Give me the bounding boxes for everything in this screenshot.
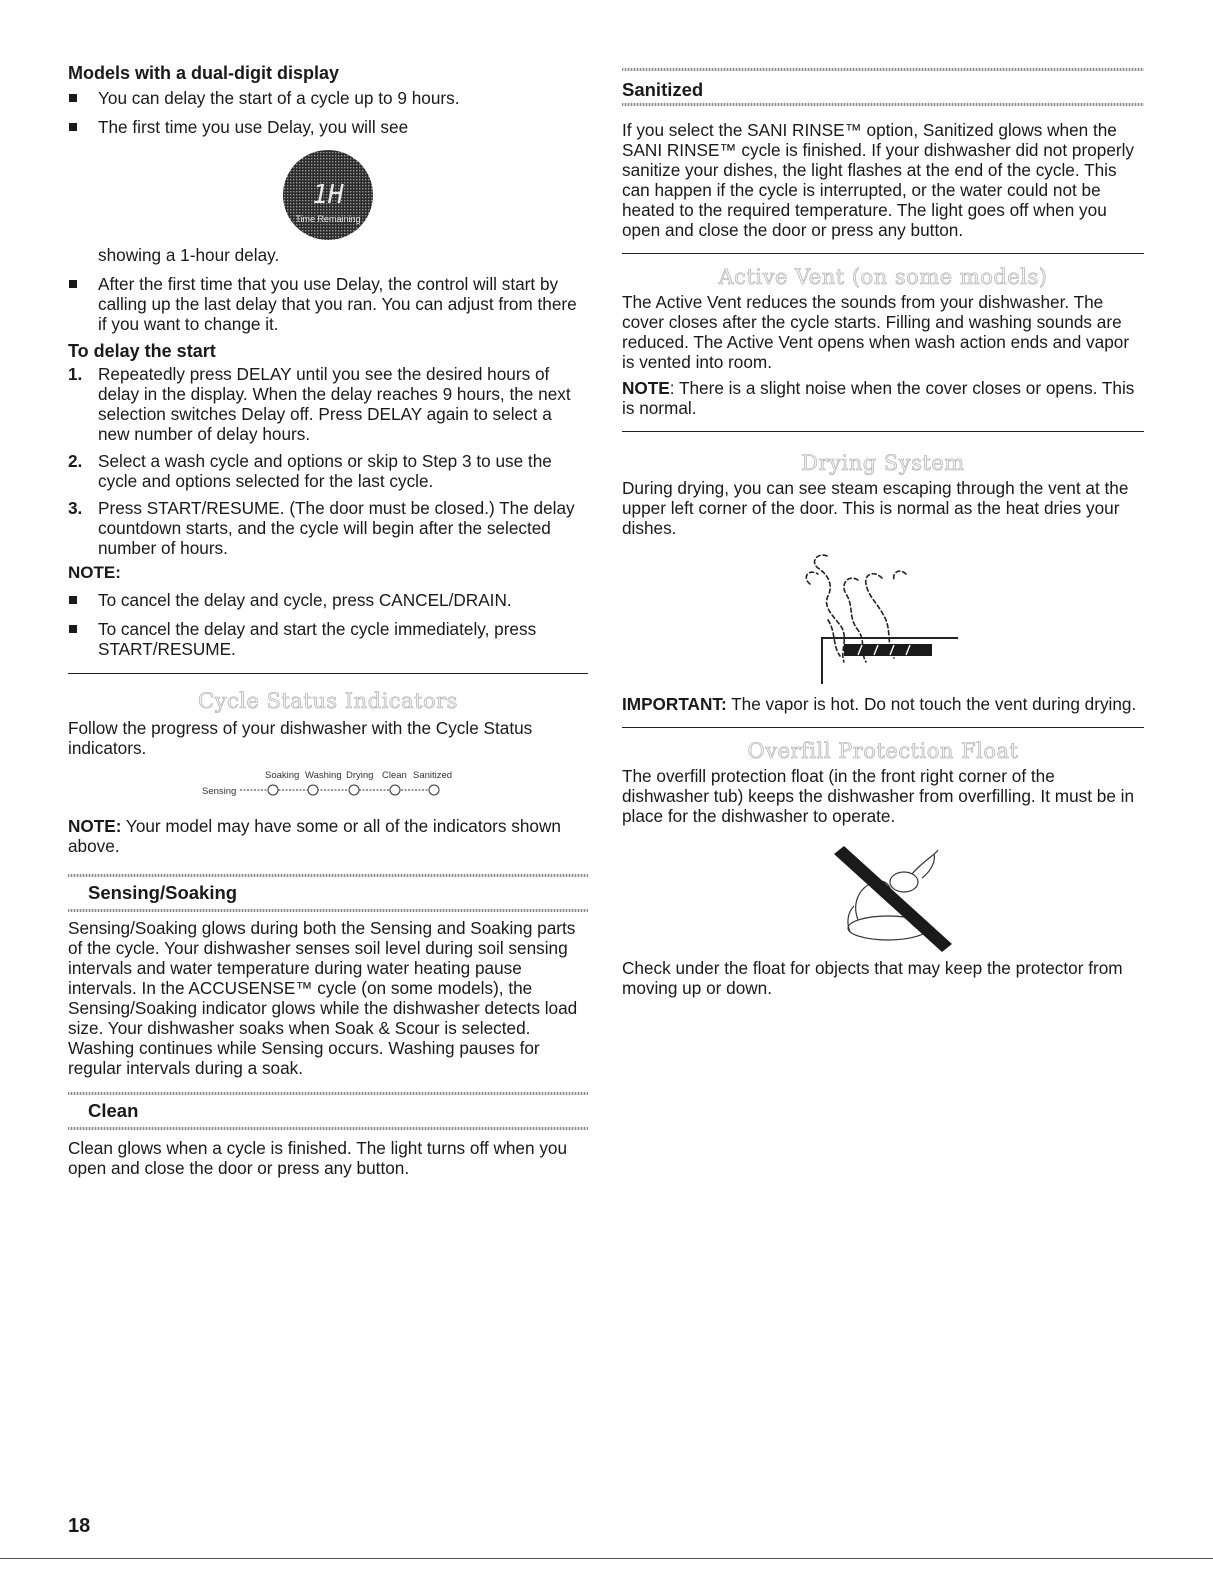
indicator-label-sanitized: Sanitized [413,770,453,781]
indicator-light-sanitized [429,785,439,795]
indicator-light-drying [349,785,359,795]
sensing-text: Sensing/Soaking glows during both the Sensing and Soaking parts of the cycle. Your dishwasher senses soil level during soil sensing intervals and water temperature during water heating pause intervals. In the ACCUSENSE™ cycle (on some models), the Sensing/Soaking indicator glows while the dishwasher detects load size. Your dishwasher soaks when Soak & Scour is selected. Washing continues while Sensing occurs. Washing pauses for regular intervals during a soak. [68,918,578,1078]
clean-subhead [68,1092,588,1130]
left-column [68,62,588,1184]
subhead-dotted-rule-bottom [622,103,1144,106]
active-vent-note-label: NOTE [622,378,670,398]
indicator-label-clean: Clean [382,770,407,781]
active-vent-note-text: : There is a slight noise when the cover closes or opens. This is normal. [622,378,1135,418]
overfill-float-illustration [622,832,1144,958]
section-divider [622,727,1144,728]
sensing-heading: Sensing/Soaking [88,882,238,903]
note-bullet-cancel: To cancel the delay and cycle, press CANCEL/DRAIN. [68,590,588,610]
bullet-first-time: The first time you use Delay, you will see [68,117,588,137]
indicator-label-drying: Drying [346,770,374,781]
note-bullet-start: To cancel the delay and start the cycle immediately, press START/RESUME. [68,619,588,659]
clean-heading: Clean [88,1100,139,1121]
drying-title: Drying System [801,451,965,475]
sanitized-heading: Sanitized [622,79,704,100]
indicators-note-label: NOTE: [68,816,122,836]
active-vent-note [622,378,1144,418]
indicator-label-soaking: Soaking [265,770,300,781]
delay-display-figure [68,143,588,245]
step-2-text: Select a wash cycle and options or skip to Step 3 to use the cycle and options selected for the last cycle. [98,451,552,491]
step-1-number: 1. [68,364,83,384]
indicator-diagram-graphic [68,764,588,816]
step-3 [68,498,588,558]
subhead-dotted-rule-top [68,874,588,877]
bullet-delay-up-to: You can delay the start of a cycle up to 9 hours. [68,88,588,108]
delay-display-graphic [68,143,588,245]
clean-text: Clean glows when a cycle is finished. The light turns off when you open and close the door or press any button. [68,1138,568,1178]
sanitized-subhead [622,68,1144,104]
page-bottom-rule [0,1558,1213,1559]
indicator-light-washing [308,785,318,795]
subhead-dotted-rule-top [68,1092,588,1095]
step-3-text: Press START/RESUME. (The door must be closed.) The delay countdown starts, and the cycle will begin after the selected number of hours. [98,498,575,558]
step-1-text: Repeatedly press DELAY until you see the desired hours of delay in the display. When the delay reaches 9 hours, the next selection switches Delay off. Press DELAY again to select a new number of delay hours. [98,364,571,444]
page-number: 18 [68,1515,91,1537]
subhead-dotted-rule-bottom [68,1127,588,1130]
vent-grille [844,644,932,656]
step-3-number: 3. [68,498,83,518]
cycle-status-text: Follow the progress of your dishwasher with the Cycle Status indicators. [68,718,533,758]
steam-vent-figure [622,544,1144,704]
subhead-dotted-rule-top [622,68,1144,71]
important-label: IMPORTANT: [622,694,727,714]
overfill-title: Overfill Protection Float [747,739,1019,763]
display-caption: Time Remaining [295,214,361,224]
overfill-float-figure [622,832,1144,958]
step-1 [68,364,588,444]
active-vent-title: Active Vent (on some models) [718,265,1048,289]
section-divider [622,253,1144,254]
steam-vent-illustration [622,544,1144,704]
sanitized-text: If you select the SANI RINSE™ option, Sanitized glows when the SANI RINSE™ cycle is finished. If your dishwasher did not properly sanitize your dishes, the light flashes at the end of the cycle. This can happen if the cycle is interrupted, or the water could not be heated to the required temperature. The light goes off when you open and close the door or press any button. [622,120,1135,240]
check-float-text: Check under the float for objects that may keep the protector from moving up or down. [622,958,1123,998]
drying-text: During drying, you can see steam escaping through the vent at the upper left corner of the door. This is normal as the heat dries your dishes. [622,478,1129,538]
indicators-note-text: Your model may have some or all of the indicators shown above. [68,816,561,856]
display-digits: 1H [312,180,344,210]
cycle-status-indicator-diagram [68,764,588,816]
step-2-number: 2. [68,451,83,471]
indicators-note [68,816,588,856]
to-delay-heading: To delay the start [68,341,216,361]
cycle-status-title: Cycle Status Indicators [198,689,458,713]
indicator-label-washing: Washing [305,770,342,781]
indicator-label-sensing: Sensing [202,786,237,797]
note-label: NOTE: [68,563,121,582]
important-text: The vapor is hot. Do not touch the vent during drying. [726,694,1137,714]
overfill-text: The overfill protection float (in the front right corner of the dishwasher tub) keeps the dishwasher from overfilling. It must be in place for the dishwasher to operate. [622,766,1135,826]
dual-digit-heading: Models with a dual-digit display [68,63,340,83]
subhead-dotted-rule-bottom [68,909,588,912]
step-2 [68,451,588,491]
right-column [622,68,1144,1004]
active-vent-text: The Active Vent reduces the sounds from your dishwasher. The cover closes after the cycle starts. Filling and washing sounds are reduced. The Active Vent opens when wash action ends and vapor is vented into room. [622,292,1130,372]
bullet-after-first-time: After the first time that you use Delay, the control will start by calling up the last delay that you ran. You can adjust from there if you want to change it. [68,274,588,334]
showing-delay-text: showing a 1-hour delay. [98,245,280,265]
indicator-light-clean [390,785,400,795]
section-divider [622,431,1144,432]
section-divider [68,673,588,674]
sensing-subhead [68,874,588,912]
indicator-light-soaking [268,785,278,795]
